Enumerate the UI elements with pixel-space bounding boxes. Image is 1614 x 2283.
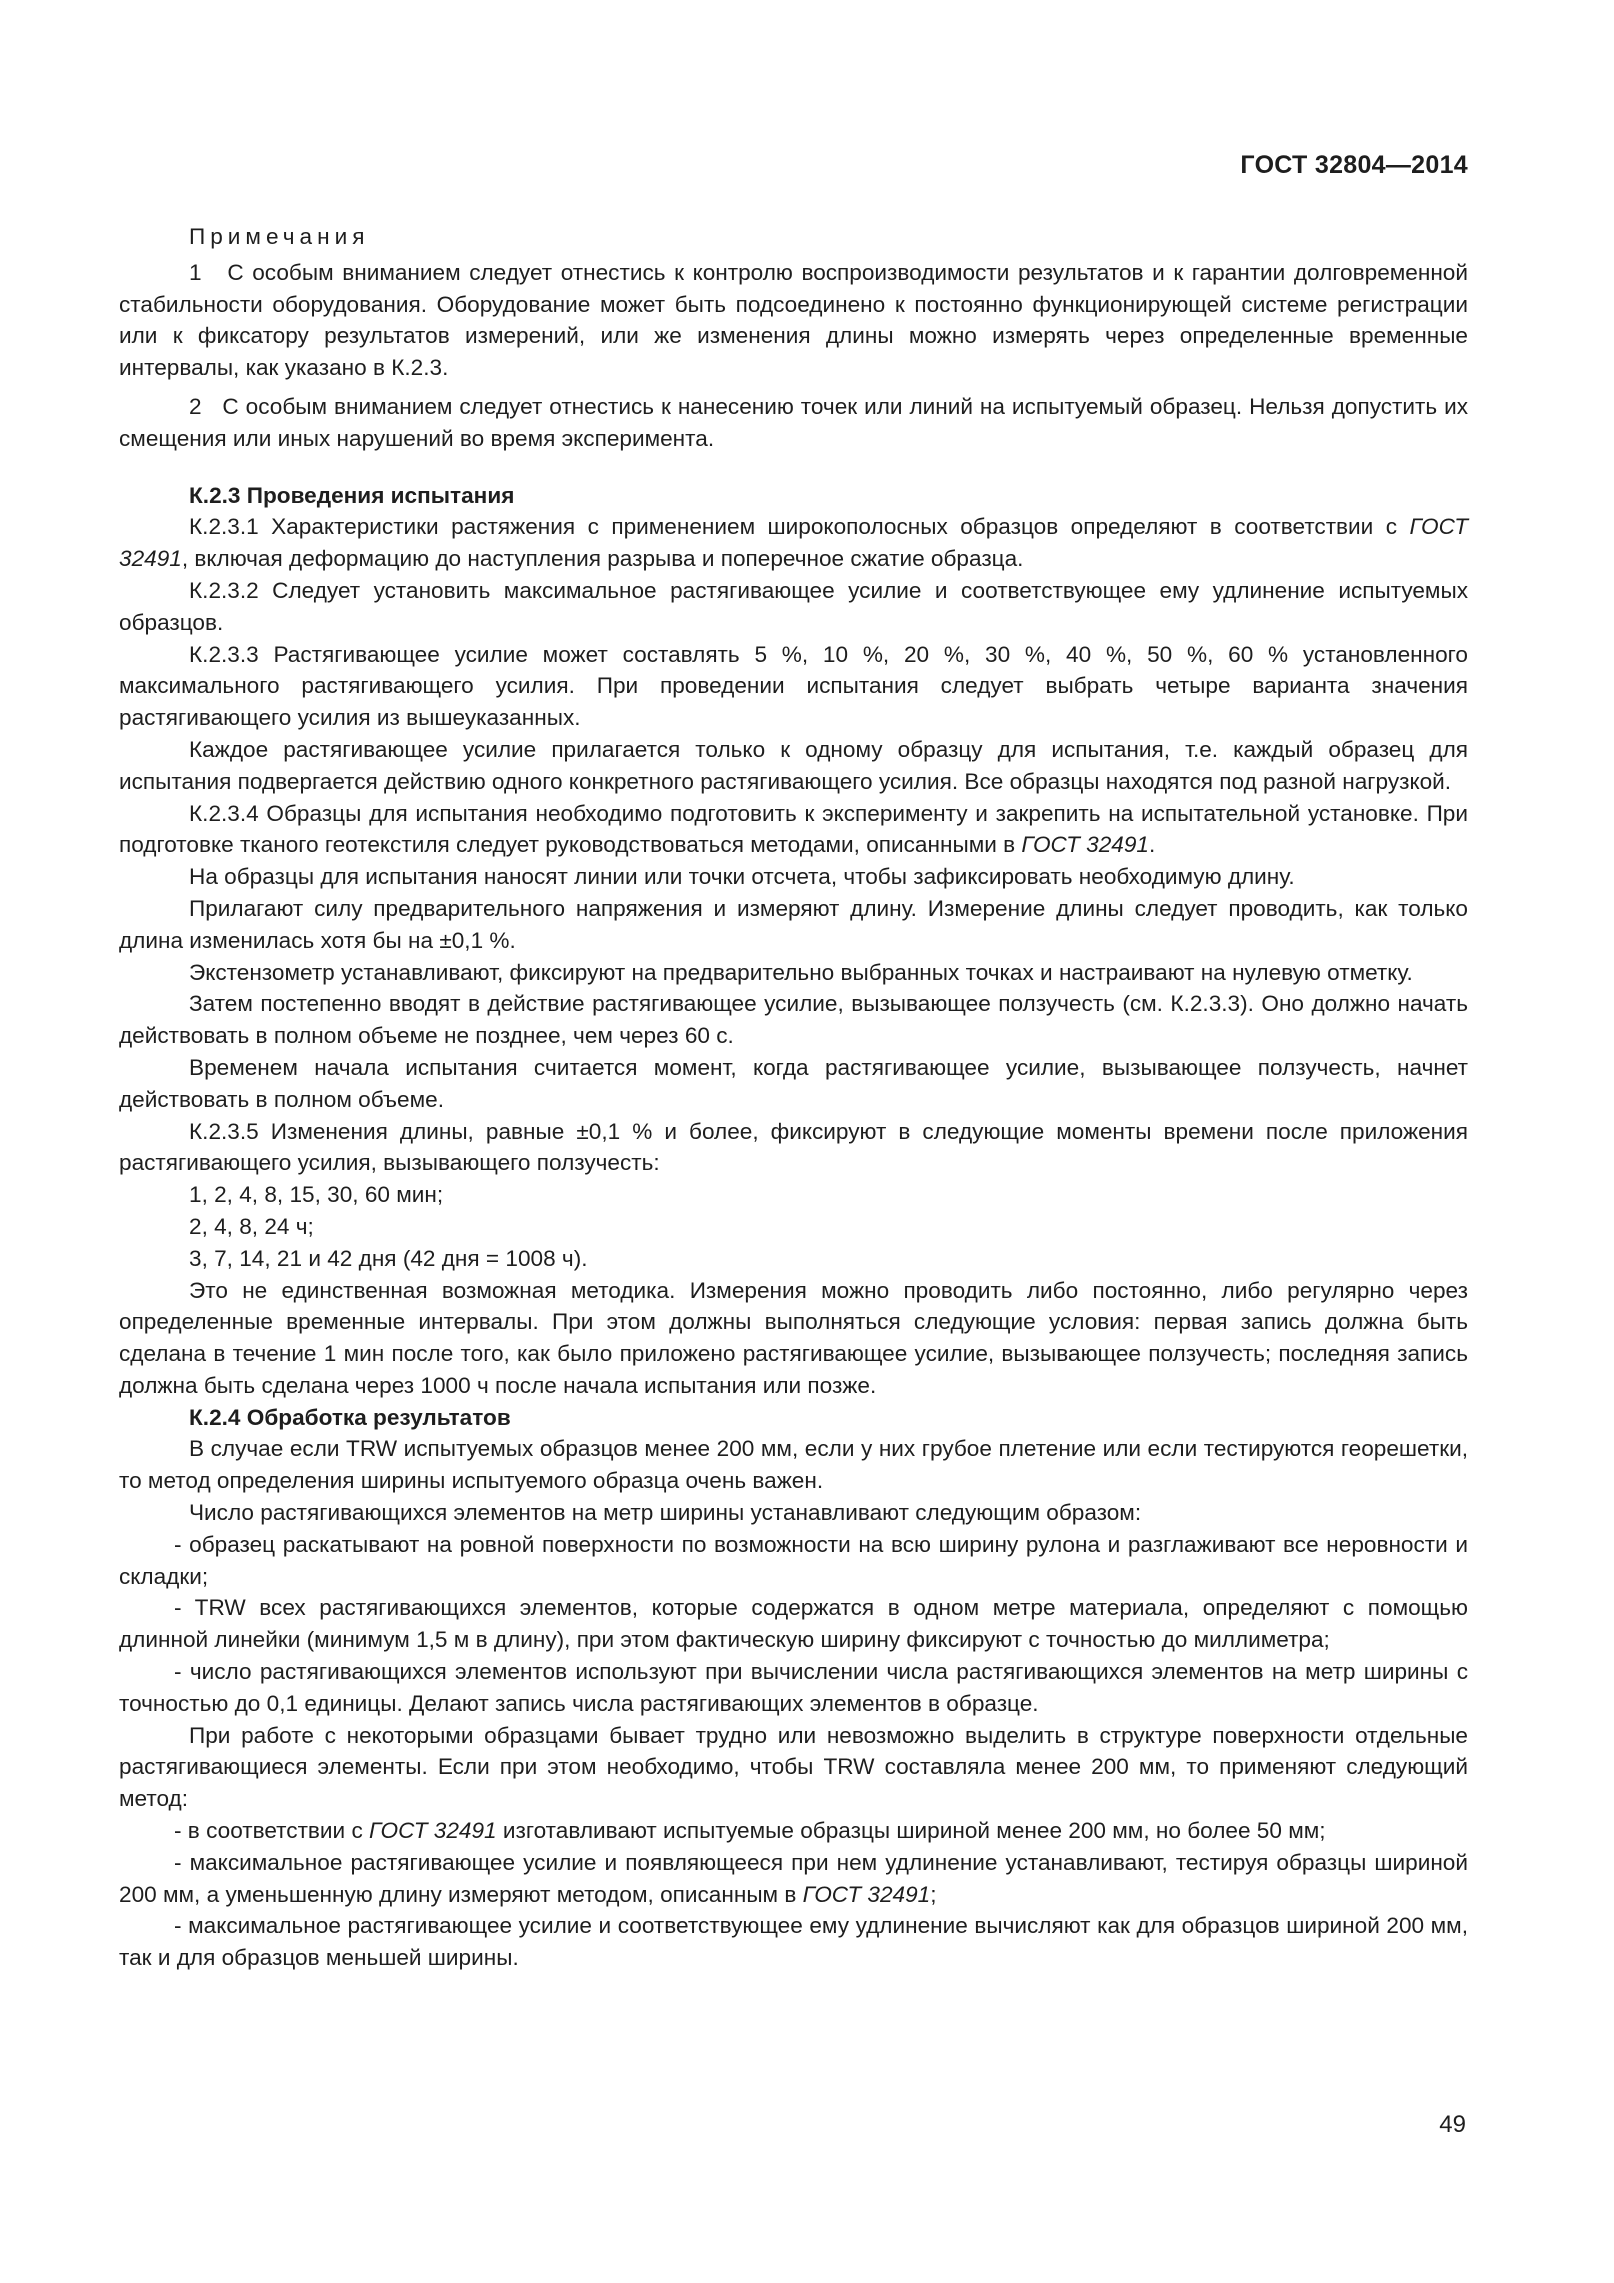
paragraph: Каждое растягивающее усилие прилагается только к одному образцу для испытания, т.е. каждый образец для испытания подвергается действию одного конкретного растягивающего усилия. Все образцы находятся под разной нагрузкой.	[119, 736, 1468, 794]
text-run: К.2.3.4 Образцы для испытания необходимо подготовить к эксперименту и закрепить на испытательной установке. При подготовке тканого геотекстиля следует руководствоваться методами, описанными в	[119, 800, 1468, 858]
standard-reference: ГОСТ 32491	[1021, 832, 1149, 858]
page-number: 49	[1439, 2111, 1466, 2138]
dash-list-item: - максимальное растягивающее усилие и соответствующее ему удлинение вычисляют как для образцов шириной 200 мм, так и для образцов меньшей ширины.	[119, 1913, 1468, 1971]
standard-number: ГОСТ 32804—2014	[1240, 151, 1468, 179]
text-run: - в соответствии с	[174, 1818, 370, 1844]
dash-list-item: - TRW всех растягивающихся элементов, которые содержатся в одном метре материала, определяют с помощью длинной линейки (минимум 1,5 м в длину), при этом фактическую ширину фиксируют с точностью до миллиметра;	[119, 1595, 1468, 1653]
text-run: изготавливают испытуемые образцы шириной менее 200 мм, но более 50 мм;	[496, 1818, 1326, 1844]
text-run: - максимальное растягивающее усилие и появляющееся при нем удлинение устанавливают, тестируя образцы шириной 200 мм, а уменьшенную длину измеряют методом, описанным в	[119, 1849, 1468, 1907]
note-text: С особым вниманием следует отнестись к нанесению точек или линий на испытуемый образец. Нельзя допустить их смещения или иных нарушений во время эксперимента.	[119, 393, 1468, 451]
dash-list-item	[119, 1815, 1468, 1847]
note-number: 2	[189, 393, 202, 419]
paragraph: В случае если TRW испытуемых образцов менее 200 мм, если у них грубое плетение или если тестируются георешетки, то метод определения ширины испытуемого образца очень важен.	[119, 1436, 1468, 1494]
paragraph: Экстензометр устанавливают, фиксируют на предварительно выбранных точках и настраивают на нулевую отметку.	[189, 959, 1413, 985]
time-list-item: 3, 7, 14, 21 и 42 дня (42 дня = 1008 ч).	[189, 1245, 588, 1271]
note-number: 1	[189, 259, 202, 285]
standard-reference: ГОСТ 32491	[119, 514, 1468, 572]
paragraph: При работе с некоторыми образцами бывает трудно или невозможно выделить в структуре поверхности отдельные растягивающиеся элементы. Если при этом необходимо, чтобы TRW составляла менее 200 мм, то применяют следующий метод:	[119, 1722, 1468, 1812]
time-list-item: 2, 4, 8, 24 ч;	[189, 1213, 314, 1239]
note-item	[119, 257, 1468, 384]
standard-reference: ГОСТ 32491	[369, 1818, 497, 1844]
paragraph: Временем начала испытания считается момент, когда растягивающее усилие, вызывающее ползучесть, начнет действовать в полном объеме.	[119, 1054, 1468, 1112]
paragraph-k231	[119, 511, 1468, 575]
note-text: С особым вниманием следует отнестись к контролю воспроизводимости результатов и к гарантии долговременной стабильности оборудования. Оборудование может быть подсоединено к постоянно функционирующей системе регистрации или к фиксатору результатов измерений, или же изменения длины можно измерять через определенные временные интервалы, как указано в К.2.3.	[119, 259, 1468, 381]
paragraph: Число растягивающихся элементов на метр ширины устанавливают следующим образом:	[189, 1500, 1142, 1526]
dash-list-item: - число растягивающихся элементов используют при вычислении числа растягивающихся элементов на метр ширины с точностью до 0,1 единицы. Делают запись числа растягивающих элементов в образце.	[119, 1659, 1468, 1716]
text-run: , включая деформацию до наступления разрыва и поперечное сжатие образца.	[181, 546, 1024, 572]
page-content	[119, 221, 1468, 1974]
time-list-item: 1, 2, 4, 8, 15, 30, 60 мин;	[189, 1182, 444, 1208]
text-run: К.2.3.1 Характеристики растяжения с применением широкополосных образцов определяют в соответствии с	[189, 514, 1410, 540]
paragraph-k233: К.2.3.3 Растягивающее усилие может составлять 5 %, 10 %, 20 %, 30 %, 40 %, 50 %, 60 % установленного максимального растягивающего усилия. При проведении испытания следует выбрать четыре варианта значения растягивающего усилия из вышеуказанных.	[119, 641, 1468, 731]
dash-list-item	[119, 1847, 1468, 1911]
paragraph-k234	[119, 798, 1468, 862]
paragraph: Это не единственная возможная методика. Измерения можно проводить либо постоянно, либо регулярно через определенные временные интервалы. При этом должны выполняться следующие условия: первая запись должна быть сделана в течение 1 мин после того, как было приложено растягивающее усилие, вызывающее ползучесть; последняя запись должна быть сделана через 1000 ч после начала испытания или позже.	[119, 1277, 1468, 1398]
paragraph: Затем постепенно вводят в действие растягивающее усилие, вызывающее ползучесть (см. К.2.3.3). Оно должно начать действовать в полном объеме не позднее, чем через 60 с.	[119, 991, 1468, 1049]
notes-title: Примечания	[189, 224, 370, 249]
paragraph: На образцы для испытания наносят линии или точки отсчета, чтобы зафиксировать необходимую длину.	[189, 864, 1295, 890]
section-heading-k24: К.2.4 Обработка результатов	[189, 1404, 511, 1430]
dash-list-item: - образец раскатывают на ровной поверхности по возможности на всю ширину рулона и разглаживают все неровности и складки;	[119, 1531, 1468, 1589]
standard-reference: ГОСТ 32491	[802, 1881, 931, 1907]
text-run: ;	[930, 1881, 937, 1907]
paragraph: Прилагают силу предварительного напряжения и измеряют длину. Измерение длины следует проводить, как только длина изменилась хотя бы на ±0,1 %.	[119, 895, 1468, 953]
note-item	[119, 391, 1468, 455]
section-heading-k23: К.2.3 Проведения испытания	[189, 482, 515, 508]
paragraph-k235: К.2.3.5 Изменения длины, равные ±0,1 % и более, фиксируют в следующие моменты времени после приложения растягивающего усилия, вызывающего ползучесть:	[119, 1118, 1468, 1176]
text-run: .	[1149, 832, 1156, 858]
paragraph-k232: К.2.3.2 Следует установить максимальное растягивающее усилие и соответствующее ему удлинение испытуемых образцов.	[119, 577, 1468, 635]
